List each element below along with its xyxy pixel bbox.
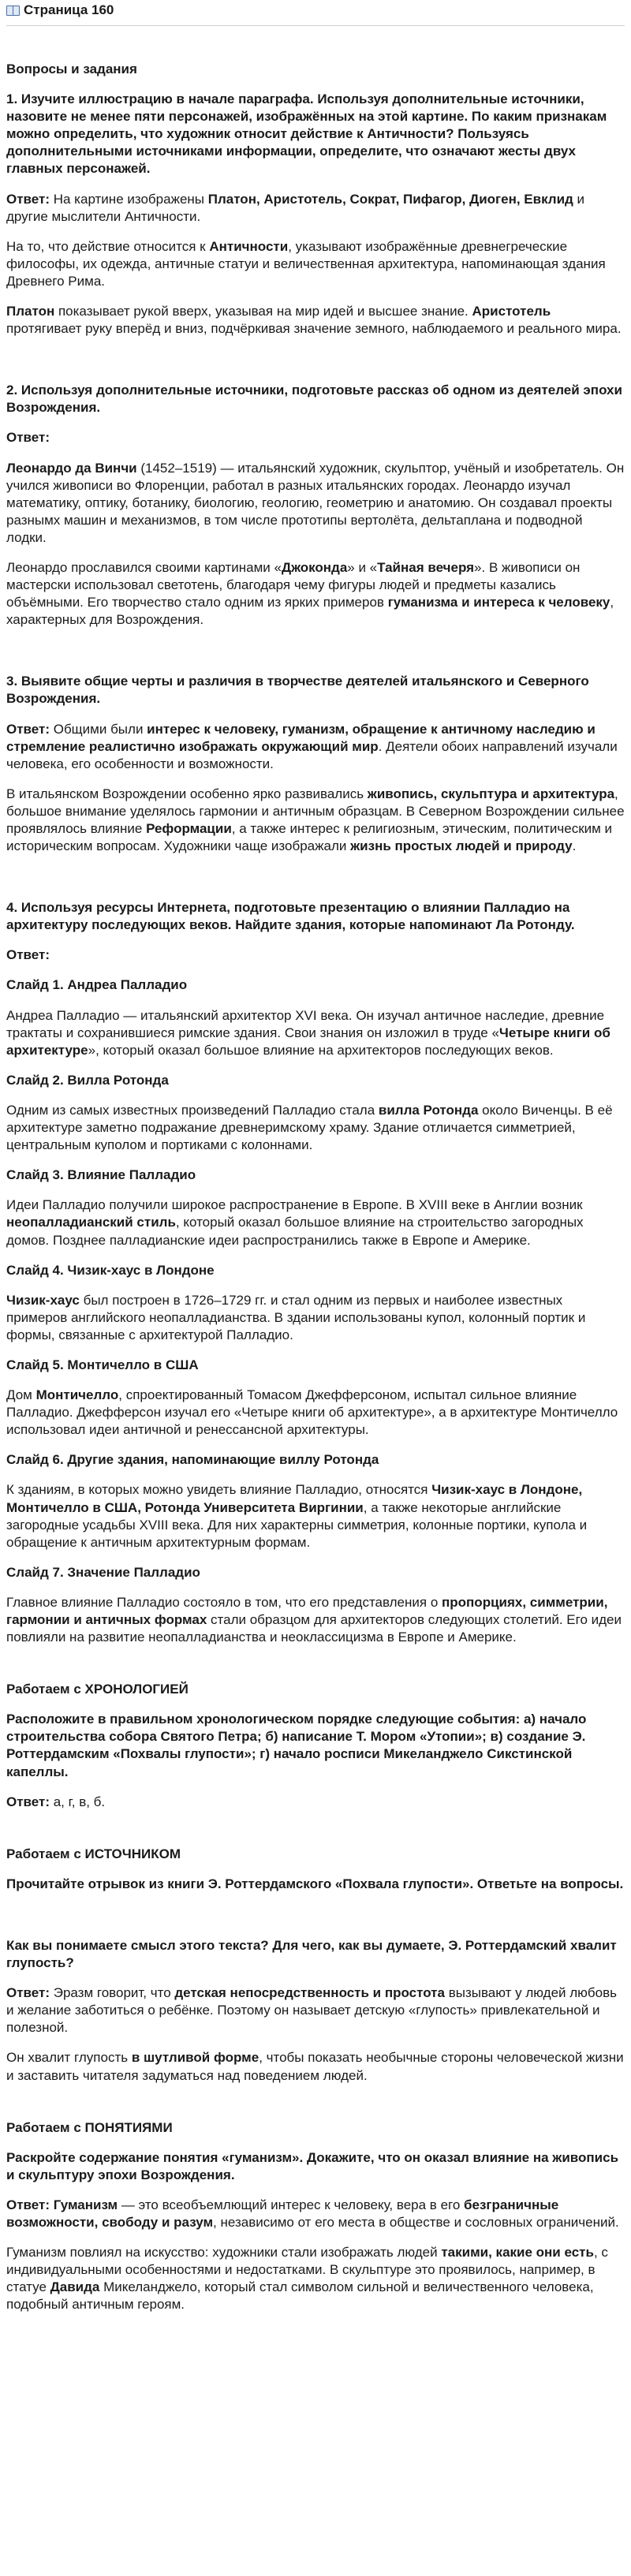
slide-1-text: Андреа Палладио — итальянский архитектор XVI века. Он изучал античное наследие, древние трактаты и сохранившиеся римские здания. Свои знания он изложил в труде «Четыре книги об архитектуре», который оказал большое влияние на архитекторов последующих веков. [6,1007,610,1058]
concepts-task: Раскройте содержание понятия «гуманизм». Докажите, что он оказал влияние на живопись и скульптуру эпохи Возрождения. [6,2149,619,2182]
slide-6-text: К зданиям, в которых можно увидеть влияние Палладио, относятся Чизик-хаус в Лондоне, Монтичелло в США, Ротонда Университета Виргинии, а также некоторые английские загородные усадьбы XVIII века. Для них характерны симметрия, колонные портики, купола и обращение к античным архитектурным формам. [6,1482,588,1550]
source-answer-paragraph-1: Ответ: Эразм говорит, что детская непосредственность и простота вызывают у людей любовь и желание заботиться о ребёнке. Поэтому он называет детскую «глупость» привлекательной и полезной. [6,1985,617,2036]
concepts-answer-paragraph-2: Гуманизм повлиял на искусство: художники стали изображать людей такими, какие они есть, с индивидуальными особенностями и недостатками. В скульптуре это проявилось, например, в статуе Давида Микеланджело, который стал символом сильной и величественного человека, подобный античным героям. [6,2245,608,2313]
slide-3-title: Слайд 3. Влияние Палладио [6,1167,196,1183]
slide-5-title: Слайд 5. Монтичелло в США [6,1357,199,1372]
section-title-source: Работаем с ИСТОЧНИКОМ [6,1846,181,1861]
source-task: Прочитайте отрывок из книги Э. Роттердамского «Похвала глупости». Ответьте на вопросы. [6,1876,624,1891]
page-title: Страница 160 [24,2,114,17]
task-3: 3. Выявите общие черты и различия в творчестве деятелей итальянского и Северного Возрождения. [6,674,589,707]
answer-3-paragraph-2: В итальянском Возрождении особенно ярко развивались живопись, скульптура и архитектура, большое внимание уделялось гармонии и античным образцам. В Северном Возрождении сильнее проявлялось влияние Реформации, а также интерес к религиозным, этическим, политическим и историческим вопросам. Художники чаще изображали жизнь простых людей и природу. [6,786,625,854]
section-title-concepts: Работаем с ПОНЯТИЯМИ [6,2119,173,2135]
slide-2-text: Одним из самых известных произведений Палладио стала вилла Ротонда около Виченцы. В её архитектуре заметно подражание древнеримскому храму. Здание отличается симметрией, центральным куполом и портиками с колоннами. [6,1102,613,1153]
source-question: Как вы понимаете смысл этого текста? Для чего, как вы думаете, Э. Роттердамский хвалит глупость? [6,1937,617,1971]
slide-3-text: Идеи Палладио получили широкое распространение в Европе. В XVIII веке в Англии возник неопалладианский стиль, который оказал большое влияние на строительство загородных домов. Позднее палладианские идеи распространились также в Европе и Америке. [6,1197,584,1248]
page-header [6,0,625,21]
chronology-answer: Ответ: а, г, в, б. [6,1794,106,1809]
slide-2-title: Слайд 2. Вилла Ротонда [6,1072,169,1088]
answer-2-paragraph-1: Леонардо да Винчи (1452–1519) — итальянский художник, скульптор, учёный и изобретатель. Он учился живописи во Флоренции, работал в разных итальянских городах. Леонардо изучал математику, оптику, ботанику, биологию, геологию, геометрию и анатомию. Он создавал проекты разнымх машин и механизмов, в том числе прототипы вертолёта, дельтаплана и подводной лодки. [6,460,625,545]
answer-2-label: Ответ: [6,430,50,446]
header-divider [6,25,625,26]
answer-1-paragraph-3: Платон показывает рукой вверх, указывая на мир идей и высшее знание. Аристотель протягивает руку вперёд и вниз, подчёркивая значение земного, наблюдаемого и реального мира. [6,304,622,337]
task-1: 1. Изучите иллюстрацию в начале параграфа. Используя дополнительные источники, назовите не менее пяти персонажей, изображённых на этой картине. По каким признакам можно определить, что художник относит действие к Античности? Пользуясь дополнительными источниками информации, определите, что означают жесты двух главных персонажей. [6,91,607,177]
concepts-answer-paragraph-1: Ответ: Гуманизм — это всеобъемлющий интерес к человеку, вера в его безграничные возможности, свободу и разум, независимо от его места в обществе и сословных ограничений. [6,2197,619,2230]
slide-6-title: Слайд 6. Другие здания, напоминающие виллу Ротонда [6,1452,379,1468]
task-2: 2. Используя дополнительные источники, подготовьте рассказ об одном из деятелей эпохи Возрождения. [6,383,622,416]
answer-1-paragraph-1: Ответ: На картине изображены Платон, Аристотель, Сократ, Пифагор, Диоген, Евклид и другие мыслители Античности. [6,191,585,224]
answer-3-paragraph-1: Ответ: Общими были интерес к человеку, гуманизм, обращение к античному наследию и стремление реалистично изображать окружающий мир. Деятели обоих направлений изучали человека, его особенности и возможности. [6,721,618,771]
section-title-questions: Вопросы и задания [6,62,137,77]
slide-5-text: Дом Монтичелло, спроектированный Томасом Джефферсоном, испытал сильное влияние Палладио. Джефферсон изучал его «Четыре книги об архитектуре», а в архитектуре Монтичелло использовал идеи античной и ренессансной архитектуры. [6,1387,618,1438]
section-title-chronology: Работаем с ХРОНОЛОГИЕЙ [6,1682,189,1697]
slide-7-title: Слайд 7. Значение Палладио [6,1564,200,1580]
answer-2-paragraph-2: Леонардо прославился своими картинами «Джоконда» и «Тайная вечеря». В живописи он мастерски использовал светотень, благодаря чему фигуры людей и предметы казались объёмными. Его творчество стало одним из ярких примеров гуманизма и интереса к человеку, характерных для Возрождения. [6,559,614,628]
answer-4-label: Ответ: [6,947,50,963]
slide-4-text: Чизик-хаус был построен в 1726–1729 гг. и стал одним из первых и наиболее известных примеров английского неопалладианства. В здании использованы купол, колонный портик и формы, связанные с архитектурой Палладио. [6,1292,586,1342]
task-4: 4. Используя ресурсы Интернета, подготовьте презентацию о влиянии Палладио на архитектуру последующих веков. Найдите здания, которые напоминают Ла Ротонду. [6,900,575,933]
slide-4-title: Слайд 4. Чизик-хаус в Лондоне [6,1262,215,1278]
slide-1-title: Слайд 1. Андреа Палладио [6,977,188,993]
slide-7-text: Главное влияние Палладио состояло в том, что его представления о пропорциях, симметрии, гармонии и античных формах стали образцом для архитекторов следующих столетий. Его идеи повлияли на развитие неопалладианства и неоклассицизма в Европе и Америке. [6,1594,622,1645]
answer-1-paragraph-2: На то, что действие относится к Античности, указывают изображённые древнегреческие философы, их одежда, античные статуи и величественная архитектура, напоминающая здания Древнего Рима. [6,238,606,289]
book-icon [6,6,19,15]
chronology-task: Расположите в правильном хронологическом порядке следующие события: а) начало строительства собора Святого Петра; б) написание Т. Мором «Утопии»; в) создание Э. Роттердамским «Похвалы глупости»; г) начало росписи Микеланджело Сикстинской капеллы. [6,1712,587,1779]
source-answer-paragraph-2: Он хвалит глупость в шутливой форме, чтобы показать необычные стороны человеческой жизни и заставить читателя задуматься над поведением людей. [6,2050,624,2083]
